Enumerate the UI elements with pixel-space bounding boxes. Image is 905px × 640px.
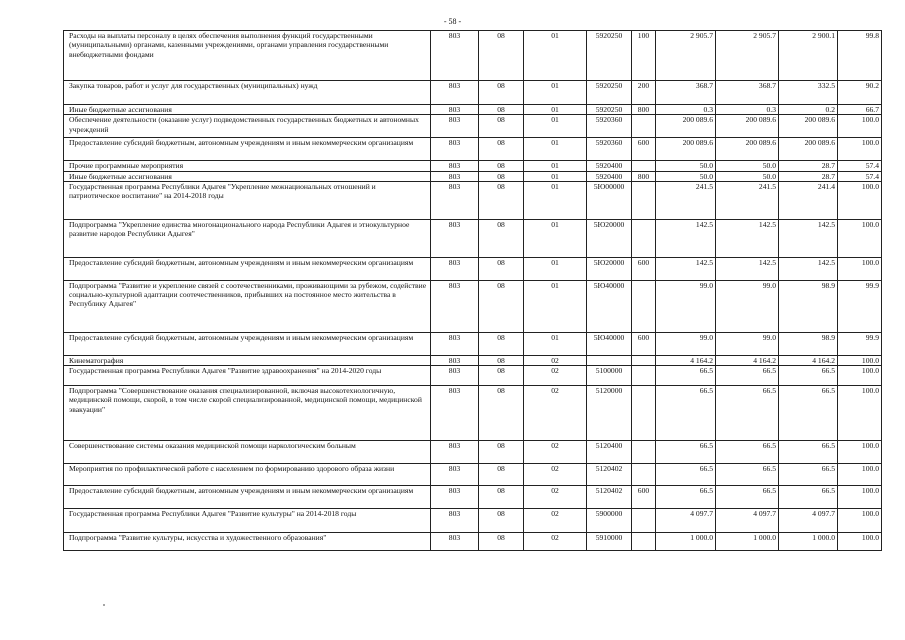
pr-cell: 01 [524,181,587,219]
approved-cell: 66.5 [716,441,779,464]
percent-cell: 100.0 [838,441,882,464]
executed-cell: 1 000.0 [779,533,838,551]
rz-cell: 08 [479,509,524,533]
csr-cell: 5920400 [587,171,632,181]
approved-cell: 2 905.7 [716,31,779,81]
grbs-cell: 803 [431,366,479,386]
pr-cell: 01 [524,105,587,115]
rz-cell: 08 [479,105,524,115]
row-name: Государственная программа Республики Адыгея "Развитие здравоохранения" на 2014-2020 годы [64,366,431,386]
approved-cell: 66.5 [716,366,779,386]
csr-cell: 5Ю00000 [587,181,632,219]
plan-cell: 50.0 [656,171,716,181]
csr-cell: 5120402 [587,464,632,486]
executed-cell: 98.9 [779,332,838,355]
page-number: - 58 - [443,17,462,26]
csr-cell: 5920250 [587,81,632,105]
row-name: Расходы на выплаты персоналу в целях обеспечения выполнения функций государственными (муниципальными) органами, казенными учреждениями, органами управления государственными внебюджетными фондами [64,31,431,81]
percent-cell: 100.0 [838,181,882,219]
approved-cell: 4 164.2 [716,355,779,365]
rz-cell: 08 [479,161,524,171]
plan-cell: 99.0 [656,332,716,355]
percent-cell: 100.0 [838,115,882,138]
grbs-cell: 803 [431,219,479,257]
plan-cell: 66.5 [656,441,716,464]
csr-cell: 5Ю40000 [587,332,632,355]
vr-cell [632,181,656,219]
row-name: Предоставление субсидий бюджетным, автономным учреждениям и иным некоммерческим организациям [64,486,431,509]
table-row [64,509,882,533]
vr-cell: 200 [632,81,656,105]
rz-cell: 08 [479,181,524,219]
executed-cell: 2 900.1 [779,31,838,81]
vr-cell: 600 [632,486,656,509]
plan-cell: 241.5 [656,181,716,219]
row-name: Кинематография [64,355,431,365]
grbs-cell: 803 [431,533,479,551]
grbs-cell: 803 [431,31,479,81]
table-row [64,181,882,219]
csr-cell: 5Ю20000 [587,219,632,257]
percent-cell: 57.4 [838,161,882,171]
pr-cell: 02 [524,441,587,464]
csr-cell: 5Ю40000 [587,280,632,332]
vr-cell [632,464,656,486]
pr-cell: 01 [524,31,587,81]
executed-cell: 66.5 [779,366,838,386]
csr-cell: 5120400 [587,441,632,464]
approved-cell: 200 089.6 [716,138,779,161]
executed-cell: 4 164.2 [779,355,838,365]
rz-cell: 08 [479,355,524,365]
percent-cell: 100.0 [838,486,882,509]
row-name: Иные бюджетные ассигнования [64,171,431,181]
approved-cell: 99.0 [716,332,779,355]
table-row [64,81,882,105]
scan-speck [103,604,105,606]
grbs-cell: 803 [431,280,479,332]
plan-cell: 99.0 [656,280,716,332]
vr-cell [632,280,656,332]
percent-cell: 100.0 [838,219,882,257]
percent-cell: 99.9 [838,280,882,332]
grbs-cell: 803 [431,332,479,355]
executed-cell: 241.4 [779,181,838,219]
rz-cell: 08 [479,257,524,280]
executed-cell: 98.9 [779,280,838,332]
table-row [64,464,882,486]
pr-cell: 02 [524,509,587,533]
vr-cell [632,386,656,441]
rz-cell: 08 [479,332,524,355]
pr-cell: 01 [524,280,587,332]
table-row [64,171,882,181]
plan-cell: 142.5 [656,257,716,280]
row-name: Совершенствование системы оказания медицинской помощи наркологическим больным [64,441,431,464]
rz-cell: 08 [479,386,524,441]
csr-cell: 5920400 [587,161,632,171]
percent-cell: 66.7 [838,105,882,115]
csr-cell: 5100000 [587,366,632,386]
table-row [64,332,882,355]
approved-cell: 50.0 [716,171,779,181]
percent-cell: 99.9 [838,332,882,355]
table-row [64,31,882,81]
grbs-cell: 803 [431,105,479,115]
table-row [64,366,882,386]
vr-cell [632,355,656,365]
executed-cell: 200 089.6 [779,138,838,161]
plan-cell: 368.7 [656,81,716,105]
approved-cell: 66.5 [716,386,779,441]
grbs-cell: 803 [431,171,479,181]
row-name: Прочие программные мероприятия [64,161,431,171]
rz-cell: 08 [479,441,524,464]
percent-cell: 100.0 [838,386,882,441]
grbs-cell: 803 [431,161,479,171]
rz-cell: 08 [479,219,524,257]
approved-cell: 50.0 [716,161,779,171]
row-name: Подпрограмма "Совершенствование оказания специализированной, включая высокотехнологичную, медицинской помощи, скорой, в том числе скорой специализированной, медицинской помощи, медицинской эвакуации" [64,386,431,441]
pr-cell: 02 [524,355,587,365]
approved-cell: 99.0 [716,280,779,332]
vr-cell [632,509,656,533]
table-row [64,219,882,257]
vr-cell [632,219,656,257]
csr-cell [587,355,632,365]
table-row [64,105,882,115]
rz-cell: 08 [479,138,524,161]
grbs-cell: 803 [431,509,479,533]
percent-cell: 100.0 [838,257,882,280]
percent-cell: 99.8 [838,31,882,81]
plan-cell: 200 089.6 [656,115,716,138]
vr-cell [632,441,656,464]
plan-cell: 66.5 [656,366,716,386]
plan-cell: 0.3 [656,105,716,115]
vr-cell: 600 [632,332,656,355]
row-name: Государственная программа Республики Адыгея "Развитие культуры" на 2014-2018 годы [64,509,431,533]
rz-cell: 08 [479,366,524,386]
table-row [64,533,882,551]
table-row [64,138,882,161]
vr-cell [632,115,656,138]
approved-cell: 1 000.0 [716,533,779,551]
approved-cell: 4 097.7 [716,509,779,533]
row-name: Предоставление субсидий бюджетным, автономным учреждениям и иным некоммерческим организациям [64,332,431,355]
pr-cell: 01 [524,161,587,171]
row-name: Обеспечение деятельности (оказание услуг) подведомственных государственных бюджетных и автономных учреждений [64,115,431,138]
executed-cell: 66.5 [779,386,838,441]
vr-cell [632,366,656,386]
executed-cell: 66.5 [779,464,838,486]
row-name: Подпрограмма "Развитие и укрепление связей с соотечественниками, проживающими за рубежом, содействие социально-культурной адаптации соотечественников, прибывших на постоянное место жительства в Республику Адыгея" [64,280,431,332]
percent-cell: 100.0 [838,464,882,486]
approved-cell: 66.5 [716,464,779,486]
vr-cell: 100 [632,31,656,81]
row-name: Предоставление субсидий бюджетным, автономным учреждениям и иным некоммерческим организациям [64,257,431,280]
csr-cell: 5920360 [587,138,632,161]
percent-cell: 100.0 [838,509,882,533]
vr-cell: 600 [632,257,656,280]
row-name: Подпрограмма "Развитие культуры, искусства и художественного образования" [64,533,431,551]
executed-cell: 142.5 [779,257,838,280]
table-body [64,31,882,551]
plan-cell: 2 905.7 [656,31,716,81]
grbs-cell: 803 [431,181,479,219]
pr-cell: 02 [524,386,587,441]
vr-cell: 600 [632,138,656,161]
percent-cell: 100.0 [838,355,882,365]
pr-cell: 01 [524,81,587,105]
executed-cell: 28.7 [779,161,838,171]
plan-cell: 142.5 [656,219,716,257]
plan-cell: 66.5 [656,464,716,486]
table-row [64,486,882,509]
pr-cell: 02 [524,486,587,509]
executed-cell: 332.5 [779,81,838,105]
row-name: Закупка товаров, работ и услуг для государственных (муниципальных) нужд [64,81,431,105]
executed-cell: 28.7 [779,171,838,181]
percent-cell: 100.0 [838,366,882,386]
csr-cell: 5910000 [587,533,632,551]
grbs-cell: 803 [431,115,479,138]
grbs-cell: 803 [431,355,479,365]
rz-cell: 08 [479,171,524,181]
pr-cell: 01 [524,219,587,257]
pr-cell: 01 [524,171,587,181]
plan-cell: 66.5 [656,486,716,509]
executed-cell: 4 097.7 [779,509,838,533]
csr-cell: 5120402 [587,486,632,509]
executed-cell: 66.5 [779,486,838,509]
csr-cell: 5920250 [587,31,632,81]
table-row [64,441,882,464]
csr-cell: 5920360 [587,115,632,138]
rz-cell: 08 [479,533,524,551]
table-row [64,280,882,332]
row-name: Мероприятия по профилактической работе с населением по формированию здорового образа жизни [64,464,431,486]
rz-cell: 08 [479,486,524,509]
approved-cell: 0.3 [716,105,779,115]
pr-cell: 02 [524,366,587,386]
pr-cell: 02 [524,464,587,486]
grbs-cell: 803 [431,486,479,509]
rz-cell: 08 [479,464,524,486]
percent-cell: 100.0 [838,138,882,161]
approved-cell: 241.5 [716,181,779,219]
budget-table [63,30,882,551]
row-name: Иные бюджетные ассигнования [64,105,431,115]
percent-cell: 90.2 [838,81,882,105]
plan-cell: 4 164.2 [656,355,716,365]
grbs-cell: 803 [431,386,479,441]
vr-cell [632,161,656,171]
rz-cell: 08 [479,31,524,81]
approved-cell: 368.7 [716,81,779,105]
grbs-cell: 803 [431,81,479,105]
approved-cell: 142.5 [716,257,779,280]
table-row [64,161,882,171]
executed-cell: 66.5 [779,441,838,464]
rz-cell: 08 [479,81,524,105]
grbs-cell: 803 [431,138,479,161]
plan-cell: 4 097.7 [656,509,716,533]
rz-cell: 08 [479,115,524,138]
vr-cell [632,533,656,551]
executed-cell: 0.2 [779,105,838,115]
rz-cell: 08 [479,280,524,332]
pr-cell: 01 [524,332,587,355]
approved-cell: 66.5 [716,486,779,509]
csr-cell: 5920250 [587,105,632,115]
plan-cell: 200 089.6 [656,138,716,161]
approved-cell: 200 089.6 [716,115,779,138]
grbs-cell: 803 [431,441,479,464]
vr-cell: 800 [632,171,656,181]
plan-cell: 1 000.0 [656,533,716,551]
pr-cell: 02 [524,533,587,551]
csr-cell: 5Ю20000 [587,257,632,280]
plan-cell: 50.0 [656,161,716,171]
table-row [64,355,882,365]
row-name: Подпрограмма "Укрепление единства многонационального народа Республики Адыгея и этнокультурное развитие народов Республики Адыгея" [64,219,431,257]
csr-cell: 5900000 [587,509,632,533]
row-name: Государственная программа Республики Адыгея "Укрепление межнациональных отношений и патриотическое воспитание" на 2014-2018 годы [64,181,431,219]
grbs-cell: 803 [431,464,479,486]
plan-cell: 66.5 [656,386,716,441]
percent-cell: 57.4 [838,171,882,181]
percent-cell: 100.0 [838,533,882,551]
table-row [64,115,882,138]
table-row [64,386,882,441]
table-row [64,257,882,280]
executed-cell: 142.5 [779,219,838,257]
approved-cell: 142.5 [716,219,779,257]
csr-cell: 5120000 [587,386,632,441]
grbs-cell: 803 [431,257,479,280]
pr-cell: 01 [524,115,587,138]
executed-cell: 200 089.6 [779,115,838,138]
row-name: Предоставление субсидий бюджетным, автономным учреждениям и иным некоммерческим организациям [64,138,431,161]
pr-cell: 01 [524,138,587,161]
vr-cell: 800 [632,105,656,115]
pr-cell: 01 [524,257,587,280]
